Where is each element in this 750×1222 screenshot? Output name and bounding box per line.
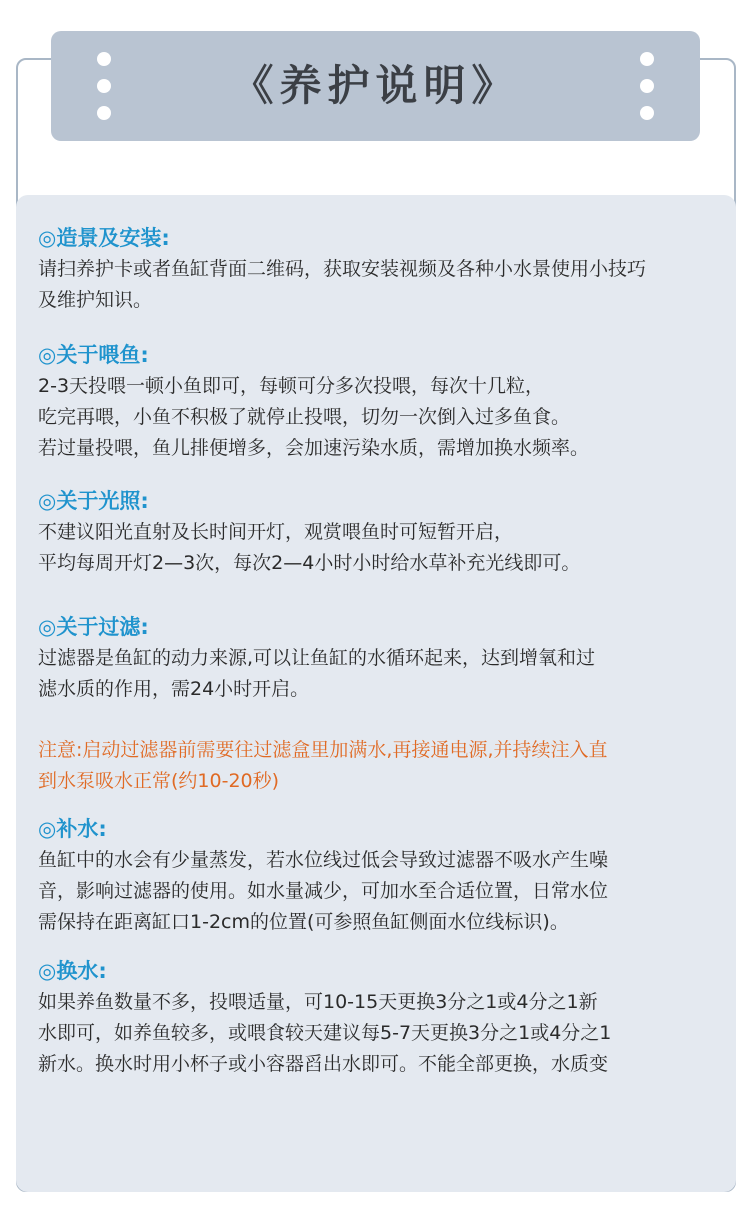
section-line: 及维护知识。 (38, 289, 153, 311)
section-water-change (38, 955, 728, 1080)
section-line: 若过量投喂，鱼儿排便增多，会加速污染水质，需增加换水频率。 (38, 437, 590, 459)
section-heading: ◎关于喂鱼: (38, 343, 149, 367)
warning-note-line: 注意:启动过滤器前需要往过滤盒里加满水,再接通电源,并持续注入直 (38, 739, 608, 761)
section-line: 平均每周开灯2—3次，每次2—4小时小时给水草补充光线即可。 (38, 552, 581, 574)
section-line: 滤水质的作用，需24小时开启。 (38, 678, 310, 700)
section-heading: ◎造景及安装: (38, 226, 170, 250)
section-line: 鱼缸中的水会有少量蒸发，若水位线过低会导致过滤器不吸水产生噪 (38, 849, 609, 871)
section-line: 需保持在距离缸口1-2cm的位置(可参照鱼缸侧面水位线标识)。 (38, 911, 569, 933)
section-heading: ◎关于过滤: (38, 615, 149, 639)
care-instructions (38, 222, 728, 1080)
warning-note-line: 到水泵吸水正常(约10-20秒) (38, 770, 280, 792)
section-line: 过滤器是鱼缸的动力来源,可以让鱼缸的水循环起来，达到增氧和过 (38, 647, 596, 669)
section-line: 2-3天投喂一顿小鱼即可，每顿可分多次投喂，每次十几粒， (38, 375, 545, 397)
section-filter-note (38, 735, 728, 797)
section-heading: ◎换水: (38, 959, 107, 983)
section-line: 新水。换水时用小杯子或小容器舀出水即可。不能全部更换，水质变 (38, 1053, 609, 1075)
section-setup (38, 222, 728, 316)
section-heading: ◎关于光照: (38, 489, 149, 513)
section-line: 不建议阳光直射及长时间开灯，观赏喂鱼时可短暂开启， (38, 521, 514, 543)
section-refill (38, 813, 728, 938)
section-filtration (38, 611, 728, 705)
section-feeding (38, 339, 728, 464)
page-title: 《养护说明》 (231, 61, 520, 110)
section-lighting (38, 485, 728, 579)
section-line: 吃完再喂，小鱼不积极了就停止投喂，切勿一次倒入过多鱼食。 (38, 406, 571, 428)
section-line: 音，影响过滤器的使用。如水量减少，可加水至合适位置，日常水位 (38, 880, 609, 902)
section-line: 水即可，如养鱼较多，或喂食较天建议每5-7天更换3分之1或4分之1 (38, 1022, 612, 1044)
header-banner (51, 31, 700, 141)
section-heading: ◎补水: (38, 817, 107, 841)
section-line: 请扫养护卡或者鱼缸背面二维码，获取安装视频及各种小水景使用小技巧 (38, 258, 647, 280)
section-line: 如果养鱼数量不多，投喂适量，可10-15天更换3分之1或4分之1新 (38, 991, 598, 1013)
